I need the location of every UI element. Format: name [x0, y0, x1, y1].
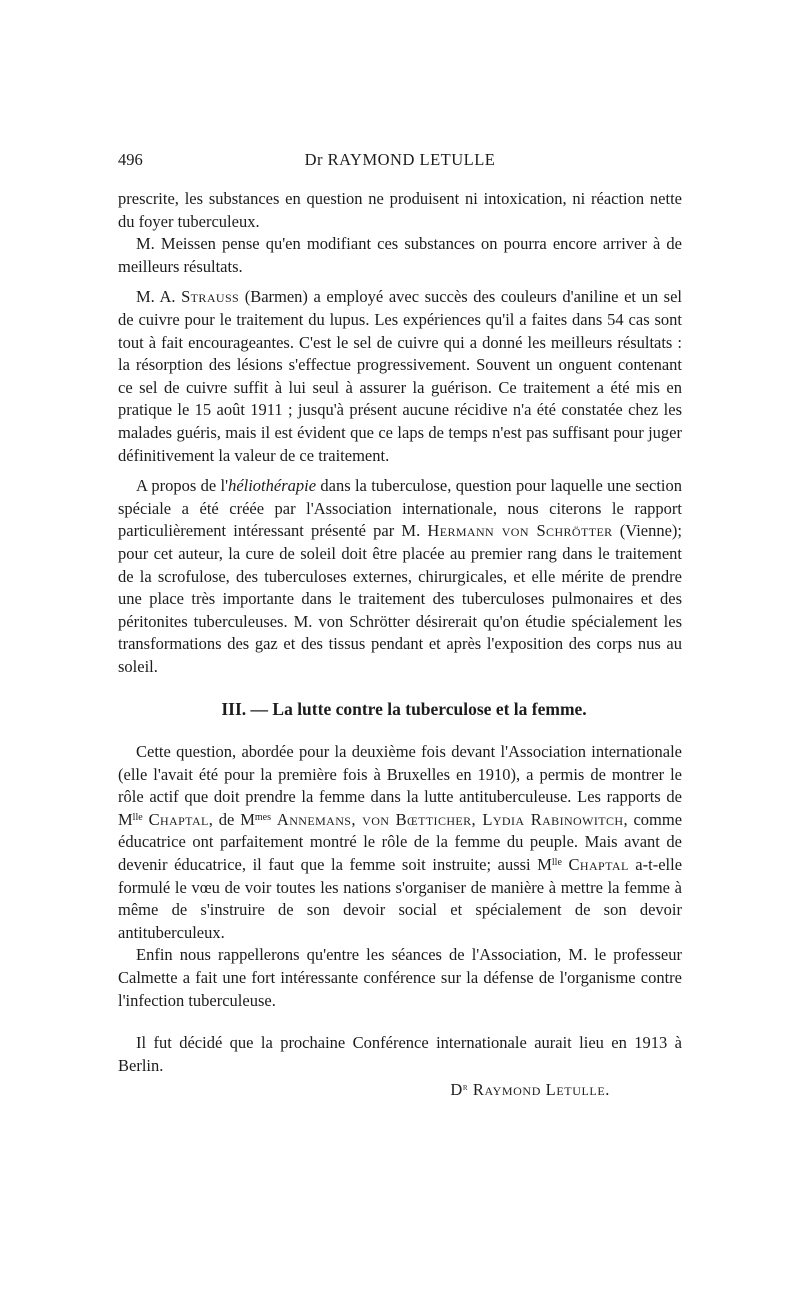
text-run: (Vienne); pour cet auteur, la cure de soleil doit être placée au premier rang dans le traitement de la scrofulose, des tuberculoses externes, chirurgicales, et elle mérite de prendre une place très importante dans le traitement des tuberculoses pulmonaires et des péritonites tuberculeuses. M. von Schrötter désirerait qu'on étudie spécialement les transformations des gaz et des tissus pendant et après l'exposition des corps nus au soleil. — [118, 521, 683, 676]
superscript: r — [462, 1082, 469, 1094]
text-run: , comme éducatrice ont parfaitement montré le rôle de la femme du peuple. Mais avant de devenir éducatrice, il faut que la femme soit instruite; aussi M — [118, 809, 683, 875]
emphasis-heliotherapie: héliothérapie — [228, 476, 317, 496]
spacer — [118, 278, 682, 286]
text-run: D — [450, 1080, 463, 1100]
section-heading — [118, 698, 682, 721]
text-run: , de M — [208, 809, 255, 829]
running-head: Dr RAYMOND LETULLE — [304, 150, 496, 169]
text-run: dans la tuberculose, question pour laquelle une section spéciale a été créée par l'Association internationale, nous citerons le rapport particulièrement intéressant présenté par M. — [118, 476, 682, 541]
paragraph-femme — [118, 741, 682, 944]
text-run: Cette question, abordée pour la deuxième fois devant l'Association internationale (elle l'avait été pour la première fois à Bruxelles en 1910), a permis de montrer le rôle actif que doit prendre la femme dans la lutte antituberculeuse. Les rapports de M — [118, 742, 682, 829]
text-run: (Barmen) a employé avec succès des couleurs d'aniline et un sel de cuivre pour le traitement du lupus. Les expériences qu'il a faites dans 54 cas sont tout à fait encourageantes. C'est le sel de cuivre qui a donné les meilleurs résultats : la résorption des lésions s'effectue progressivement. Souvent un onguent contenant ce sel de cuivre suffit à lui seul à assurer la guérison. Ce traitement a été mis en pratique le 15 août 1911 ; jusqu'à présent aucune récidive n'a été constatée chez les malades guéris, mais il est évident que ce laps de temps n'est pas suffisant pour juger définitivement la valeur de ce traitement. — [118, 287, 682, 465]
superscript: mes — [254, 811, 271, 823]
paragraph-meissen: M. Meissen pense qu'en modifiant ces substances on pourra encore arriver à de meilleurs résultats. — [118, 234, 682, 276]
text-run: A propos de l' — [136, 476, 229, 496]
section-title: La lutte contre la tuberculose et la femme. — [272, 699, 587, 720]
author-names: Annemans, von Bœtticher, Lydia Rabinowitch — [276, 809, 624, 829]
page-number: 496 — [118, 150, 143, 169]
superscript: lle — [551, 857, 562, 869]
paragraph-heliotherapie — [118, 475, 682, 678]
author-name-schrotter: Hermann von Schrötter — [427, 521, 613, 541]
signature-name: Raymond Letulle. — [468, 1080, 610, 1100]
section-number: III. — — [221, 699, 273, 720]
author-name-strauss: Strauss — [181, 287, 240, 307]
text-run: a-t-elle formulé le vœu de voir toutes les nations s'organiser de manière à mettre la femme à même de s'instruire de son devoir social et spécialement de son devoir antituberculeux. — [118, 855, 683, 942]
spacer — [118, 678, 682, 698]
superscript: lle — [132, 811, 143, 823]
page-header — [118, 150, 682, 174]
author-name-chaptal: Chaptal — [568, 855, 629, 875]
signature — [118, 1079, 610, 1102]
text-run: M. A. — [136, 287, 182, 307]
paragraph-berlin: Il fut décidé que la prochaine Conférence internationale aurait lieu en 1913 à Berlin. — [118, 1033, 682, 1075]
author-name-chaptal: Chaptal — [148, 809, 209, 829]
spacer — [118, 467, 682, 475]
spacer — [118, 1012, 682, 1032]
article-body — [118, 188, 682, 1102]
spacer — [118, 721, 682, 741]
paragraph-strauss — [118, 286, 682, 467]
paragraph-calmette: Enfin nous rappellerons qu'entre les séances de l'Association, M. le professeur Calmette a fait une fort intéressante conférence sur la défense de l'organisme contre l'infection tuberculeuse. — [118, 945, 682, 1010]
paragraph-continuation: prescrite, les substances en question ne produisent ni intoxication, ni réaction nette du foyer tuberculeux. — [118, 189, 682, 231]
